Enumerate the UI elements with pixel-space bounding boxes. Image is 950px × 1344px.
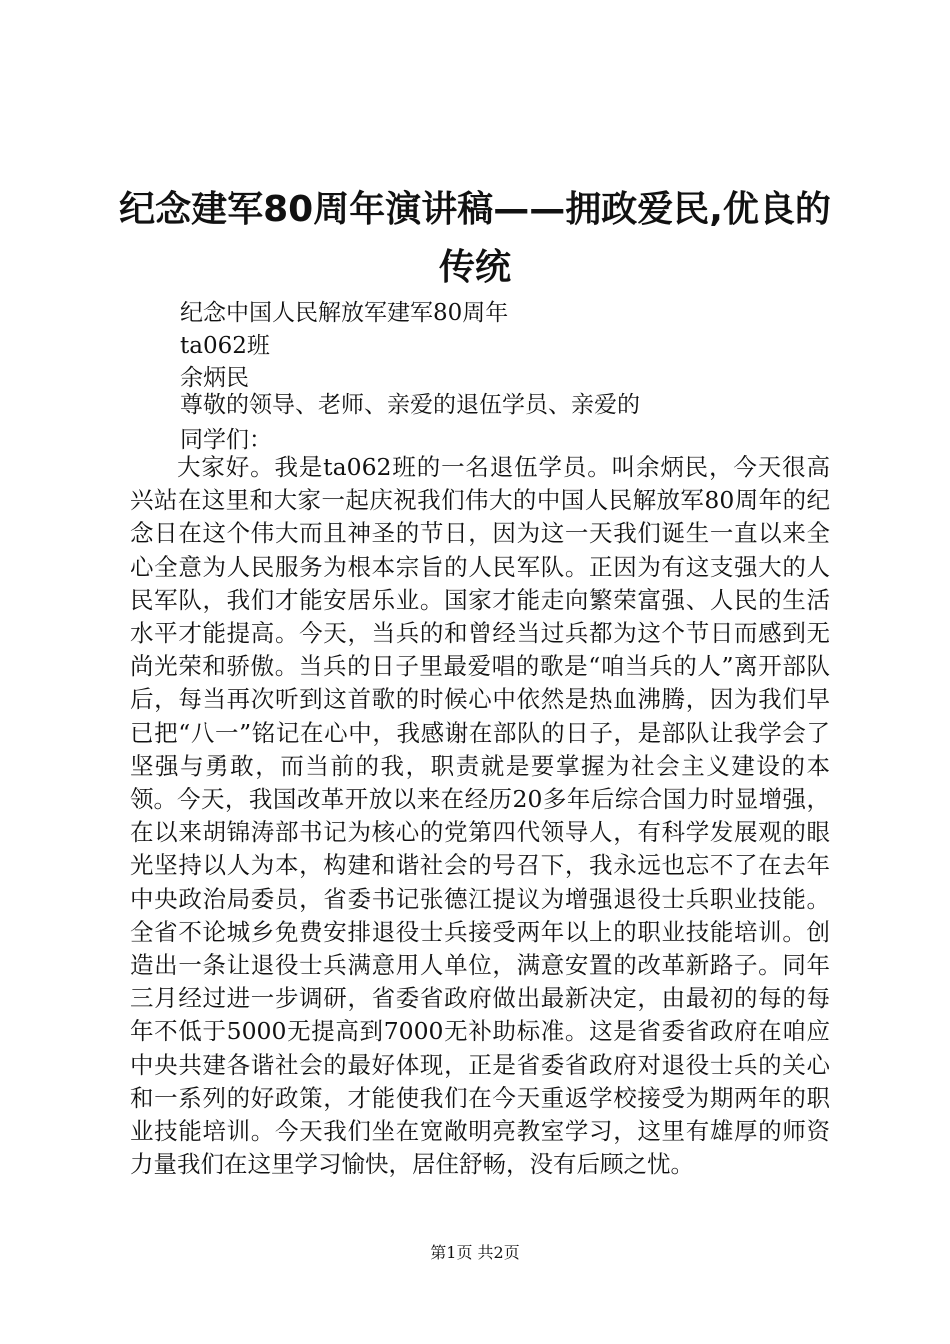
page-number-footer: 第1页 共2页: [430, 1243, 520, 1262]
salutation-line-1: 尊敬的领导、老师、亲爱的退伍学员、亲爱的: [180, 392, 640, 418]
document-title-line-2: 传统: [438, 247, 511, 288]
body-paragraph-1: 大家好。我是ta062班的一名退伍学员。叫余炳民，今天很高兴站在这里和大家一起庆祝我们伟大的中国人民解放军80周年的纪念日在这个伟大而且神圣的节日，因为这一天我们诞生一直以来全心全意为人民服务为根本宗旨的人民军队。正因为有这支强大的人民军队，我们才能安居乐业。国家才能走向繁荣富强、人民的生活水平才能提高。今天，当兵的和曾经当过兵都为这个节日而感到无尚光荣和骄傲。当兵的日子里最爱唱的歌是“咱当兵的人”离开部队后，每当再次听到这首歌的时候心中依然是热血沸腾，因为我们早已把“八一”铭记在心中，我感谢在部队的日子，是部队让我学会了坚强与勇敢，而当前的我，职责就是要掌握为社会主义建设的本领。: [130, 453, 830, 814]
document-title-line-1: 纪念建军80周年演讲稿——拥政爱民,优良的: [119, 189, 831, 230]
body-paragraph-2: 今天，我国改革开放以来在经历20多年后综合国力时显增强，在以来胡锦涛部书记为核心的党第四代领导人，有科学发展观的眼光坚持以人为本，构建和谐社会的号召下，我永远也忘不了在去年中央政治局委员，省委书记张德江提议为增强退役士兵职业技能。全省不论城乡免费安排退役士兵接受两年以上的职业技能培训。创造出一条让退役士兵满意用人单位，满意安置的改革新路子。同年三月经过进一步调研，省委省政府做出最新决定，由最初的每的每年不低于5000无提高到7000无补助标准。这是省委省政府在咱应中央共建各谐社会的最好体现，正是省委省政府对退役士兵的关心和一系列的好政策，才能使我们在今天重返学校接受为期两年的职业技能培训。今天我们坐在宽敞明亮教室学习，这里有雄厚的师资力量我们在这里学习愉快，居住舒畅，没有后顾之忧。: [130, 785, 830, 1179]
class-name: ta062班: [180, 333, 270, 359]
subtitle: 纪念中国人民解放军建军80周年: [180, 300, 509, 326]
salutation-line-2: 同学们：: [180, 427, 272, 453]
author-name: 余炳民: [180, 365, 249, 391]
